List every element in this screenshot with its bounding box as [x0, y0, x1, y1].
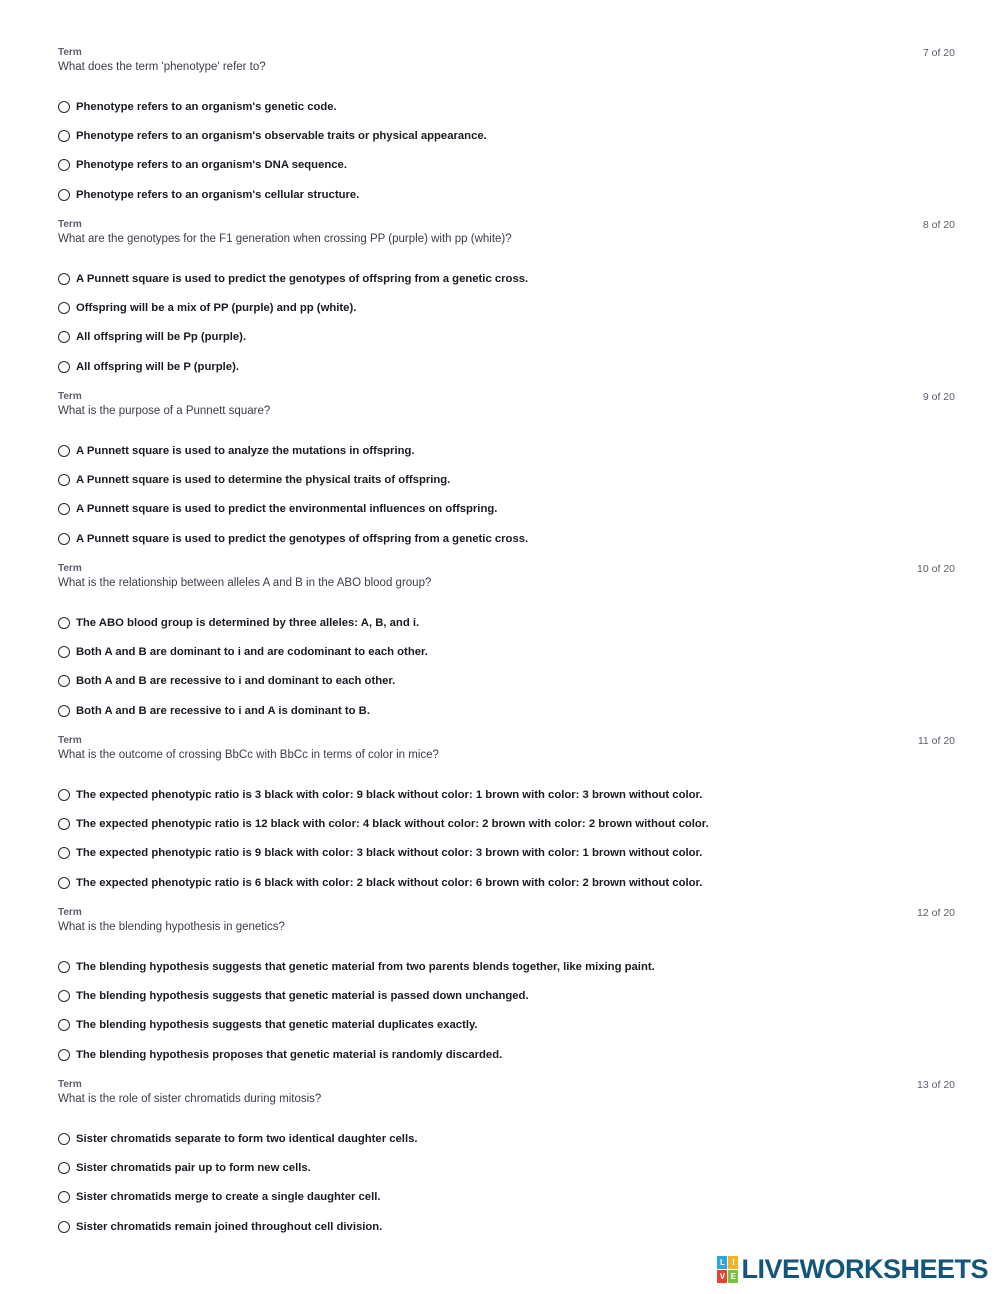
question-card [58, 219, 955, 391]
answer-option-label: Sister chromatids separate to form two identical daughter cells. [76, 1132, 418, 1145]
answer-options [58, 608, 428, 726]
answer-option[interactable] [58, 524, 528, 553]
answer-option[interactable] [58, 1212, 418, 1241]
answer-option-label: The expected phenotypic ratio is 12 black with color: 4 black without color: 2 brown with color: 2 brown without color. [76, 818, 709, 831]
radio-button-icon[interactable] [58, 646, 70, 658]
answer-option-label: All offspring will be Pp (purple). [76, 331, 247, 344]
answer-option-label: Sister chromatids merge to create a single daughter cell. [76, 1191, 381, 1204]
answer-option-label: Both A and B are recessive to i and A is dominant to B. [76, 704, 370, 717]
answer-option[interactable] [58, 780, 709, 809]
question-text: What is the blending hypothesis in genetics? [58, 921, 285, 933]
answer-option-label: A Punnett square is used to analyze the mutations in offspring. [76, 444, 415, 457]
radio-button-icon[interactable] [58, 818, 70, 830]
radio-button-icon[interactable] [58, 331, 70, 343]
answer-option-label: The expected phenotypic ratio is 6 black with color: 2 black without color: 6 brown with color: 2 brown without color. [76, 876, 703, 889]
radio-button-icon[interactable] [58, 1049, 70, 1061]
answer-option-label: The blending hypothesis suggests that genetic material is passed down unchanged. [76, 990, 529, 1003]
answer-option-label: The expected phenotypic ratio is 3 black with color: 9 black without color: 1 brown with color: 3 brown without color. [76, 788, 703, 801]
answer-options [58, 780, 709, 898]
answer-option-label: Phenotype refers to an organism's genetic code. [76, 100, 337, 113]
question-text: What is the role of sister chromatids during mitosis? [58, 1093, 322, 1105]
radio-button-icon[interactable] [58, 675, 70, 687]
logo-text: LIVEWORKSHEETS [741, 1253, 988, 1284]
answer-option[interactable] [58, 868, 709, 897]
radio-button-icon[interactable] [58, 705, 70, 717]
answer-option-label: The blending hypothesis proposes that genetic material is randomly discarded. [76, 1048, 503, 1061]
question-counter: 9 of 20 [922, 391, 955, 403]
logo-mark-letter: L [717, 1256, 727, 1269]
answer-option[interactable] [58, 180, 487, 209]
answer-options [58, 264, 528, 382]
answer-option[interactable] [58, 952, 655, 981]
answer-option-label: The blending hypothesis suggests that genetic material from two parents blends together, like mixing paint. [76, 960, 655, 973]
answer-option[interactable] [58, 981, 655, 1010]
answer-option[interactable] [58, 1011, 655, 1040]
radio-button-icon[interactable] [58, 1162, 70, 1174]
answer-option[interactable] [58, 151, 487, 180]
answer-option-label: Sister chromatids remain joined throughout cell division. [76, 1220, 383, 1233]
radio-button-icon[interactable] [58, 189, 70, 201]
radio-button-icon[interactable] [58, 1019, 70, 1031]
radio-button-icon[interactable] [58, 1191, 70, 1203]
answer-option[interactable] [58, 1040, 655, 1069]
answer-option[interactable] [58, 809, 709, 838]
answer-option-label: A Punnett square is used to predict the genotypes of offspring from a genetic cross. [76, 272, 529, 285]
radio-button-icon[interactable] [58, 533, 70, 545]
question-text: What is the purpose of a Punnett square? [58, 405, 271, 417]
radio-button-icon[interactable] [58, 1221, 70, 1233]
question-text: What does the term 'phenotype' refer to? [58, 61, 266, 73]
radio-button-icon[interactable] [58, 1133, 70, 1145]
question-counter: 8 of 20 [922, 219, 955, 231]
answer-option[interactable] [58, 465, 528, 494]
logo-mark-letter: E [728, 1270, 738, 1283]
question-card [58, 563, 955, 735]
question-text: What are the genotypes for the F1 generation when crossing PP (purple) with pp (white)? [58, 233, 512, 245]
answer-option[interactable] [58, 495, 528, 524]
radio-button-icon[interactable] [58, 617, 70, 629]
question-counter: 7 of 20 [922, 47, 955, 59]
answer-option-label: Offspring will be a mix of PP (purple) and pp (white). [76, 302, 357, 315]
question-counter: 12 of 20 [917, 907, 955, 919]
radio-button-icon[interactable] [58, 101, 70, 113]
logo-mark-letter: V [717, 1270, 727, 1283]
answer-option-label: Phenotype refers to an organism's DNA sequence. [76, 159, 347, 172]
radio-button-icon[interactable] [58, 302, 70, 314]
answer-option-label: All offspring will be P (purple). [76, 360, 239, 373]
answer-option-label: The ABO blood group is determined by three alleles: A, B, and i. [76, 616, 420, 629]
term-label: Term [58, 1079, 82, 1090]
answer-option-label: The blending hypothesis suggests that genetic material duplicates exactly. [76, 1019, 478, 1032]
term-label: Term [58, 47, 82, 58]
answer-option[interactable] [58, 696, 428, 725]
answer-option[interactable] [58, 121, 487, 150]
answer-option-label: Phenotype refers to an organism's cellular structure. [76, 188, 360, 201]
logo-mark-letter: I [728, 1256, 738, 1269]
question-card [58, 47, 955, 219]
radio-button-icon[interactable] [58, 990, 70, 1002]
question-card [58, 907, 955, 1079]
answer-option[interactable] [58, 293, 528, 322]
answer-options [58, 436, 528, 554]
answer-option-label: The expected phenotypic ratio is 9 black with color: 3 black without color: 3 brown with color: 1 brown without color. [76, 847, 703, 860]
radio-button-icon[interactable] [58, 273, 70, 285]
term-label: Term [58, 907, 82, 918]
answer-options [58, 952, 655, 1070]
answer-option[interactable] [58, 92, 487, 121]
answer-option[interactable] [58, 1153, 418, 1182]
term-label: Term [58, 563, 82, 574]
answer-option[interactable] [58, 352, 528, 381]
radio-button-icon[interactable] [58, 159, 70, 171]
answer-option-label: A Punnett square is used to predict the environmental influences on offspring. [76, 503, 498, 516]
radio-button-icon[interactable] [58, 503, 70, 515]
answer-option-label: Both A and B are recessive to i and dominant to each other. [76, 675, 396, 688]
answer-option[interactable] [58, 1124, 418, 1153]
answer-option-label: Sister chromatids pair up to form new cells. [76, 1162, 311, 1175]
answer-option-label: A Punnett square is used to determine the physical traits of offspring. [76, 474, 451, 487]
question-text: What is the outcome of crossing BbCc with BbCc in terms of color in mice? [58, 749, 439, 761]
question-counter: 13 of 20 [917, 1079, 955, 1091]
question-counter: 11 of 20 [917, 735, 955, 747]
answer-option[interactable] [58, 323, 528, 352]
term-label: Term [58, 735, 82, 746]
question-text: What is the relationship between alleles A and B in the ABO blood group? [58, 577, 432, 589]
radio-button-icon[interactable] [58, 130, 70, 142]
answer-option[interactable] [58, 436, 528, 465]
answer-option[interactable] [58, 667, 428, 696]
question-card [58, 735, 955, 907]
answer-option[interactable] [58, 839, 709, 868]
answer-option[interactable] [58, 1183, 418, 1212]
radio-button-icon[interactable] [58, 789, 70, 801]
radio-button-icon[interactable] [58, 474, 70, 486]
radio-button-icon[interactable] [58, 445, 70, 457]
answer-option[interactable] [58, 637, 428, 666]
question-card [58, 1079, 955, 1251]
question-card [58, 391, 955, 563]
radio-button-icon[interactable] [58, 847, 70, 859]
answer-option-label: Both A and B are dominant to i and are codominant to each other. [76, 646, 428, 659]
radio-button-icon[interactable] [58, 877, 70, 889]
answer-option[interactable] [58, 608, 428, 637]
liveworksheets-logo [717, 1254, 988, 1284]
radio-button-icon[interactable] [58, 961, 70, 973]
answer-options [58, 1124, 418, 1242]
logo-mark-icon [717, 1256, 738, 1283]
answer-options [58, 92, 487, 210]
term-label: Term [58, 391, 82, 402]
question-counter: 10 of 20 [917, 563, 955, 575]
answer-option-label: A Punnett square is used to predict the genotypes of offspring from a genetic cross. [76, 532, 529, 545]
radio-button-icon[interactable] [58, 361, 70, 373]
answer-option-label: Phenotype refers to an organism's observable traits or physical appearance. [76, 130, 487, 143]
term-label: Term [58, 219, 82, 230]
answer-option[interactable] [58, 264, 528, 293]
